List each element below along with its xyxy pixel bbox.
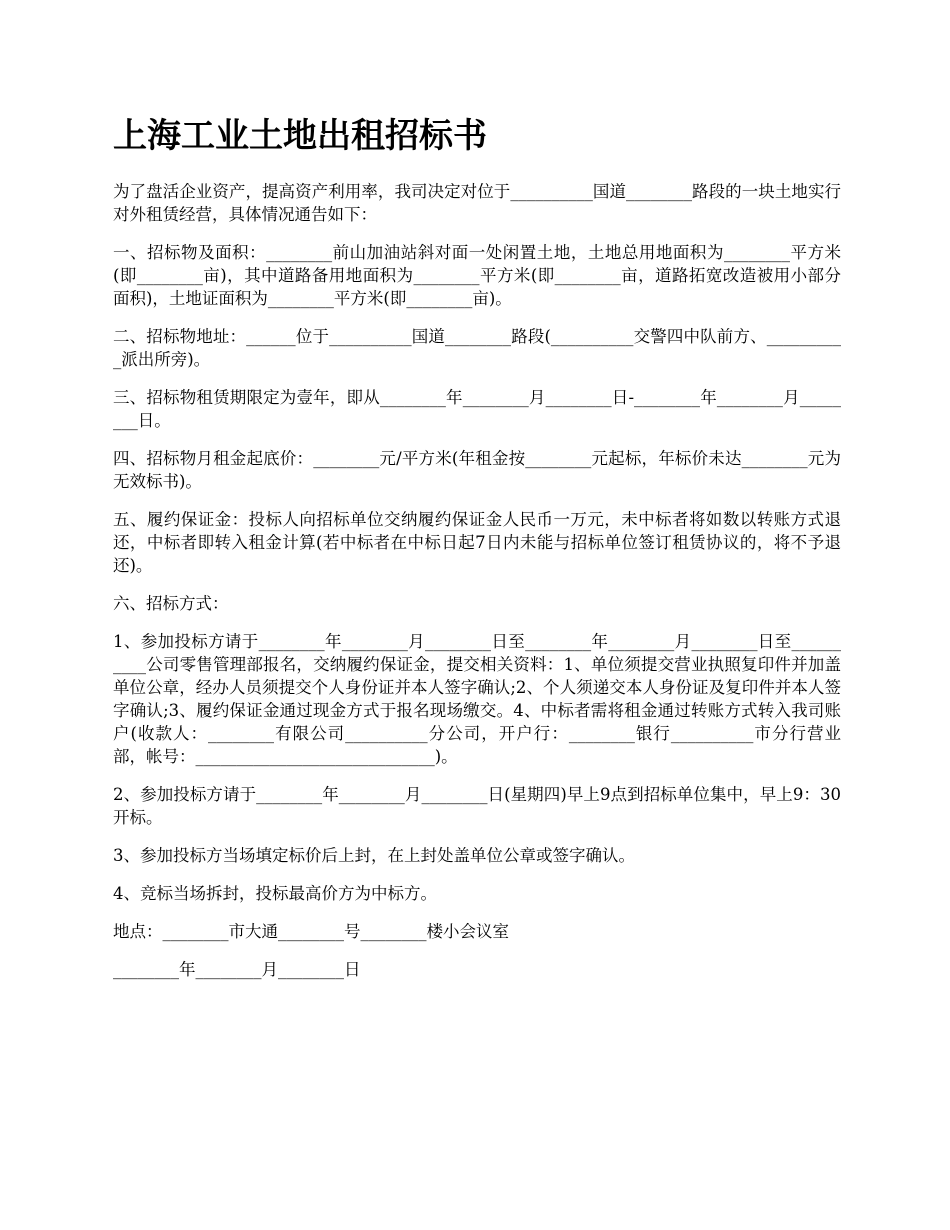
location-line: 地点：________市大通________号________楼小会议室 [113, 922, 509, 941]
date-line: ________年________月________日 [113, 960, 361, 979]
intro-paragraph: 为了盘活企业资产，提高资产利用率，我司决定对位于__________国道________路段的一块土地实行对外租赁经营，具体情况通告如下： [113, 182, 841, 224]
document-page [113, 112, 841, 996]
section-1-paragraph: 一、招标物及面积：________前山加油站斜对面一处闲置土地，土地总用地面积为________平方米(即________亩)，其中道路备用地面积为________平方米(即________亩，道路拓宽改造被用小部分面积)，土地证面积为________平方米(即________亩)。 [113, 243, 841, 308]
method-item-2: 2、参加投标方请于________年________月________日(星期四)早上9点到招标单位集中，早上9：30开标。 [113, 785, 841, 827]
section-4-paragraph: 四、招标物月租金起底价：________元/平方米(年租金按________元起标，年标价未达________元为无效标书)。 [113, 449, 841, 491]
document-title: 上海工业土地出租招标书 [113, 116, 487, 156]
method-item-1: 1、参加投标方请于________年________月________日至________年________月________日至__________公司零售管理部报名，交纳履约保证金，提交相关资料：1、单位须提交营业执照复印件并加盖单位公章，经办人员须提交个人身份证并本人签字确认;2、个人须递交本人身份证及复印件并本人签字确认;3、履约保证金通过现金方式于报名现场缴交。4、中标者需将租金通过转账方式转入我司账户(收款人：________有限公司__________分公司，开户行：________银行__________市分行营业部，帐号：_____________________________)。 [113, 632, 841, 766]
section-3-paragraph: 三、招标物租赁期限定为壹年，即从________年________月________日-________年________月________日。 [113, 388, 841, 430]
method-item-4: 4、竞标当场拆封，投标最高价方为中标方。 [113, 884, 437, 903]
section-6-heading: 六、招标方式： [113, 594, 229, 613]
section-2-paragraph: 二、招标物地址：______位于__________国道________路段(__________交警四中队前方、__________派出所旁)。 [113, 327, 841, 369]
method-item-3: 3、参加投标方当场填定标价后上封，在上封处盖单位公章或签字确认。 [113, 846, 635, 865]
section-5-paragraph: 五、履约保证金：投标人向招标单位交纳履约保证金人民币一万元，未中标者将如数以转账方式退还，中标者即转入租金计算(若中标者在中标日起7日内未能与招标单位签订租赁协议的，将不予退还)。 [113, 510, 841, 575]
